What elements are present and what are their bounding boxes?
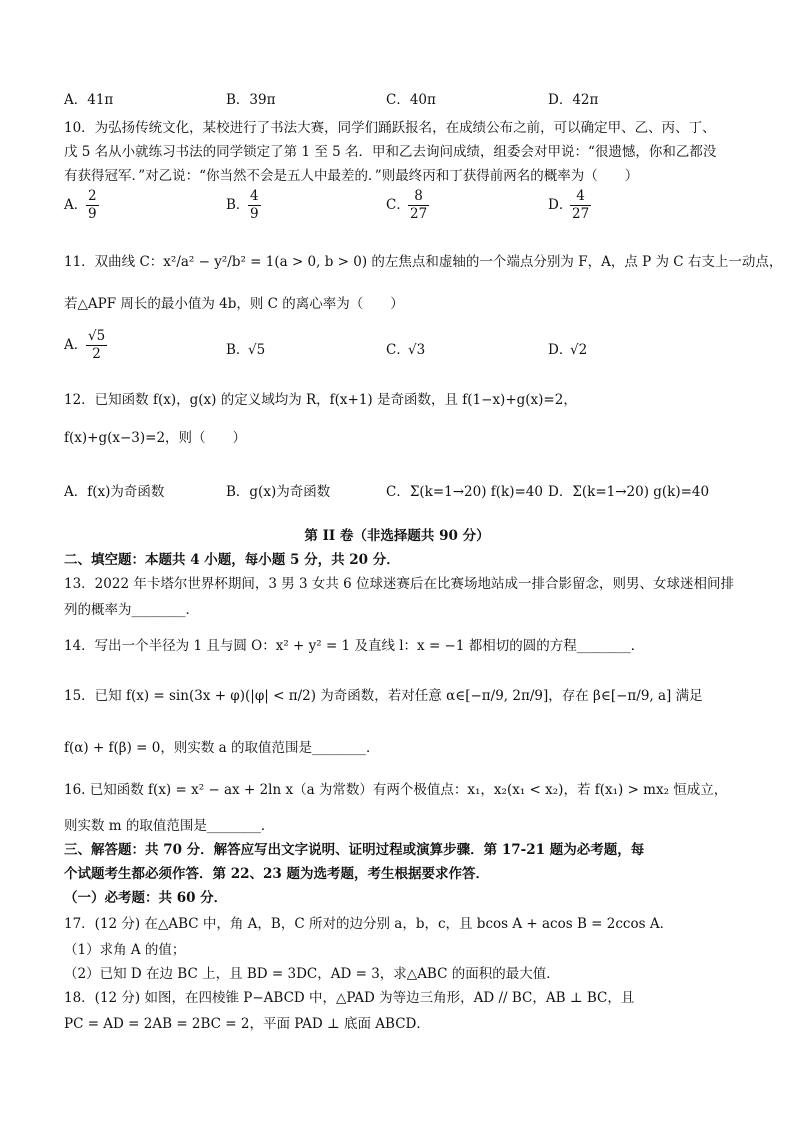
fill-in-heading: 二、填空题：本题共 4 小题，每小题 5 分，共 20 分． <box>64 552 400 568</box>
q17-line-2: （1）求角 A 的值； <box>64 942 186 958</box>
q11-line-2: 若△APF 周长的最小值为 4b，则 C 的离心率为（ ） <box>64 296 404 312</box>
q12-options <box>64 482 742 504</box>
required-heading: （一）必考题：共 60 分． <box>64 890 228 906</box>
q9-options <box>64 90 742 112</box>
q14-line: 14．写出一个半径为 1 且与圆 O：x² + y² = 1 及直线 l：x = −1 都相切的圆的方程________． <box>64 638 645 654</box>
q15-line-1: 15．已知 f(x) = sin(3x + φ)(|φ| < π/2) 为奇函数，若对任意 α∈[−π/9, 2π/9]，存在 β∈[−π/9, a] 满足 <box>64 688 703 704</box>
q11-option-a: A． $\frac{√5}{2}$ <box>64 328 106 362</box>
q10-line-3: 有获得冠军．”对乙说：“你当然不会是五人中最差的．”则最终丙和丁获得前两名的概率为（ ） <box>64 168 639 184</box>
q18-line-2: PC = AD = 2AB = 2BC = 2，平面 PAD ⊥ 底面 ABCD． <box>64 1016 430 1032</box>
q10-line-1: 10．为弘扬传统文化，某校进行了书法大赛，同学们踊跃报名，在成绩公布之前，可以确定甲、乙、丙、丁、 <box>64 120 716 136</box>
q11-options <box>64 328 742 372</box>
q17-line-1: 17．(12 分) 在△ABC 中，角 A，B，C 所对的边分别 a，b，c，且 bcos A + acos B = 2ccos A． <box>64 916 674 932</box>
q18-line-1: 18．(12 分) 如图，在四棱锥 P−ABCD 中，△PAD 为等边三角形，AD // BC，AB ⊥ BC，且 <box>64 990 635 1006</box>
q9-option-b: B．39π <box>226 92 276 108</box>
q12-line-2: f(x)+g(x−3)=2，则（ ） <box>64 430 247 446</box>
q12-option-a: A．f(x)为奇函数 <box>64 484 165 500</box>
q10-line-2: 戊 5 名从小就练习书法的同学锁定了第 1 至 5 名．甲和乙去询问成绩，组委会对甲说：“很遗憾，你和乙都没 <box>64 144 717 160</box>
q12-line-1: 12．已知函数 f(x)，g(x) 的定义域均为 R，f(x+1) 是奇函数，且 f(1−x)+g(x)=2， <box>64 392 577 408</box>
q13-line-1: 13．2022 年卡塔尔世界杯期间，3 男 3 女共 6 位球迷赛后在比赛场地站成一排合影留念，则男、女球迷相间排 <box>64 576 735 592</box>
q11-line-1: 11．双曲线 C：x²/a² − y²/b² = 1(a > 0, b > 0) 的左焦点和虚轴的一个端点分别为 F，A，点 P 为 C 右支上一动点， <box>64 254 783 270</box>
q12-option-c: C．Σ(k=1→20) f(k)=40 <box>386 484 543 500</box>
q15-line-2: f(α) + f(β) = 0，则实数 a 的取值范围是________． <box>64 740 380 756</box>
q11-option-d: D．√2 <box>548 342 588 358</box>
q16-line-2: 则实数 m 的取值范围是________． <box>64 818 275 834</box>
q9-option-c: C．40π <box>386 92 436 108</box>
q10-option-a: A． $\frac{2}{9}$ <box>64 188 97 222</box>
q10-options <box>64 188 742 232</box>
q9-option-d: D．42π <box>548 92 599 108</box>
section-2-title: 第 II 卷（非选择题共 90 分） <box>304 528 490 544</box>
q9-option-a: A．41π <box>64 92 114 108</box>
q10-option-c: C． $\frac{8}{27}$ <box>386 188 428 222</box>
q10-option-d: D． $\frac{4}{27}$ <box>548 188 590 222</box>
solve-heading-line-1: 三、解答题：共 70 分．解答应写出文字说明、证明过程或演算步骤．第 17-21 题为必考题，每 <box>64 842 645 858</box>
q13-line-2: 列的概率为________． <box>64 602 199 618</box>
q16-line-1: 16. 已知函数 f(x) = x² − ax + 2ln x（a 为常数）有两个极值点：x₁，x₂(x₁ < x₂)，若 f(x₁) > mx₂ 恒成立， <box>64 782 728 798</box>
q12-option-b: B．g(x)为奇函数 <box>226 484 331 500</box>
q11-option-b: B．√5 <box>226 342 266 358</box>
q12-option-d: D．Σ(k=1→20) g(k)=40 <box>548 484 710 500</box>
solve-heading-line-2: 个试题考生都必须作答．第 22、23 题为选考题，考生根据要求作答． <box>64 866 489 882</box>
q10-option-b: B． $\frac{4}{9}$ <box>226 188 259 222</box>
q11-option-c: C．√3 <box>386 342 426 358</box>
q17-line-3: （2）已知 D 在边 BC 上，且 BD = 3DC，AD = 3，求△ABC 的面积的最大值． <box>64 966 560 982</box>
